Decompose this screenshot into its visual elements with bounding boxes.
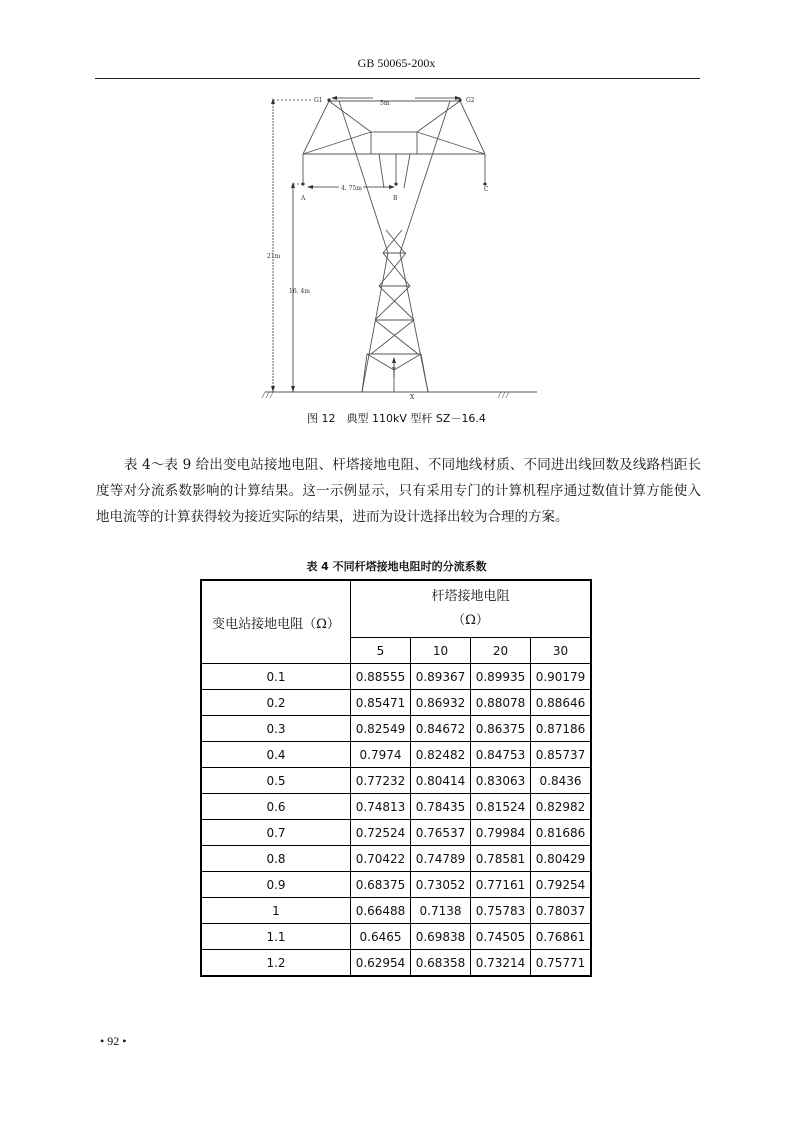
table-row [201, 898, 591, 924]
row-label-cell: 1.2 [201, 950, 351, 977]
tower-figure [255, 88, 543, 404]
figure-caption: 图 12 典型 110kV 型杆 SZ－16.4 [307, 412, 486, 425]
value-cell: 0.81524 [471, 794, 531, 820]
value-cell: 0.75783 [471, 898, 531, 924]
body-paragraph: 表 4～表 9 给出变电站接地电阻、杆塔接地电阻、不同地线材质、不同进出线回数及线路档距长度等对分流系数影响的计算结果。这一示例显示，只有采用专门的计算机程序通过数值计算方能使入地电流等的计算获得较为接近实际的结果，进而为设计选择出较为合理的方案。 [96, 457, 701, 525]
row-label-cell: 0.5 [201, 768, 351, 794]
row-label-cell: 1 [201, 898, 351, 924]
row-label-cell: 0.7 [201, 820, 351, 846]
column-group-title: 杆塔接地电阻 [431, 589, 510, 604]
table-header-row [201, 580, 591, 638]
value-cell: 0.80414 [411, 768, 471, 794]
value-cell: 0.86375 [471, 716, 531, 742]
row-label-cell: 1.1 [201, 924, 351, 950]
column-header: 20 [471, 638, 531, 664]
value-cell: 0.84672 [411, 716, 471, 742]
row-header-label: 变电站接地电阻（Ω） [201, 580, 351, 664]
table-row [201, 794, 591, 820]
value-cell: 0.82982 [531, 794, 592, 820]
value-cell: 0.7974 [351, 742, 411, 768]
value-cell: 0.88646 [531, 690, 592, 716]
value-cell: 0.82549 [351, 716, 411, 742]
value-cell: 0.73052 [411, 872, 471, 898]
value-cell: 0.7138 [411, 898, 471, 924]
label-b: B [393, 195, 398, 202]
value-cell: 0.80429 [531, 846, 592, 872]
table-row [201, 742, 591, 768]
label-y: Y [392, 367, 396, 374]
value-cell: 0.73214 [471, 950, 531, 977]
label-c: C [484, 186, 489, 193]
column-header: 10 [411, 638, 471, 664]
table-row [201, 664, 591, 690]
row-label-cell: 0.9 [201, 872, 351, 898]
value-cell: 0.74789 [411, 846, 471, 872]
value-cell: 0.88555 [351, 664, 411, 690]
value-cell: 0.86932 [411, 690, 471, 716]
column-header: 30 [531, 638, 592, 664]
value-cell: 0.82482 [411, 742, 471, 768]
label-height-total: 21m [267, 253, 281, 260]
value-cell: 0.83063 [471, 768, 531, 794]
row-label-cell: 0.4 [201, 742, 351, 768]
value-cell: 0.85471 [351, 690, 411, 716]
value-cell: 0.88078 [471, 690, 531, 716]
value-cell: 0.84753 [471, 742, 531, 768]
value-cell: 0.90179 [531, 664, 592, 690]
label-ab: 4. 75m [341, 185, 362, 192]
value-cell: 0.85737 [531, 742, 592, 768]
value-cell: 0.74505 [471, 924, 531, 950]
row-label-cell: 0.3 [201, 716, 351, 742]
table-body [201, 664, 591, 977]
row-label-cell: 0.6 [201, 794, 351, 820]
label-g2: G2 [466, 97, 475, 104]
value-cell: 0.79984 [471, 820, 531, 846]
row-label-cell: 0.8 [201, 846, 351, 872]
value-cell: 0.89935 [471, 664, 531, 690]
table-row [201, 716, 591, 742]
table-row [201, 950, 591, 977]
label-x: X [410, 394, 415, 401]
page-header: GB 50065-200x [357, 56, 436, 70]
value-cell: 0.78037 [531, 898, 592, 924]
value-cell: 0.69838 [411, 924, 471, 950]
label-g1: G1 [314, 97, 323, 104]
value-cell: 0.70422 [351, 846, 411, 872]
label-a: A [301, 195, 306, 202]
table-row [201, 924, 591, 950]
value-cell: 0.87186 [531, 716, 592, 742]
value-cell: 0.76861 [531, 924, 592, 950]
value-cell: 0.78435 [411, 794, 471, 820]
value-cell: 0.74813 [351, 794, 411, 820]
page-number: • 92 • [100, 1034, 127, 1048]
split-factor-table [200, 579, 592, 977]
value-cell: 0.75771 [531, 950, 592, 977]
value-cell: 0.89367 [411, 664, 471, 690]
label-span: 5m [380, 100, 390, 107]
row-label-cell: 0.1 [201, 664, 351, 690]
value-cell: 0.81686 [531, 820, 592, 846]
value-cell: 0.78581 [471, 846, 531, 872]
table-row [201, 820, 591, 846]
value-cell: 0.79254 [531, 872, 592, 898]
value-cell: 0.8436 [531, 768, 592, 794]
value-cell: 0.68375 [351, 872, 411, 898]
value-cell: 0.68358 [411, 950, 471, 977]
value-cell: 0.72524 [351, 820, 411, 846]
value-cell: 0.6465 [351, 924, 411, 950]
value-cell: 0.77232 [351, 768, 411, 794]
column-group-header [351, 580, 592, 638]
table-row [201, 690, 591, 716]
header-rule [95, 78, 700, 79]
column-header: 5 [351, 638, 411, 664]
value-cell: 0.77161 [471, 872, 531, 898]
table-row [201, 768, 591, 794]
value-cell: 0.76537 [411, 820, 471, 846]
row-label-cell: 0.2 [201, 690, 351, 716]
column-group-unit: （Ω） [452, 613, 489, 628]
value-cell: 0.62954 [351, 950, 411, 977]
table-caption: 表 4 不同杆塔接地电阻时的分流系数 [306, 560, 487, 573]
value-cell: 0.66488 [351, 898, 411, 924]
table-row [201, 846, 591, 872]
table-row [201, 872, 591, 898]
label-height-arm: 16. 4m [289, 288, 310, 295]
